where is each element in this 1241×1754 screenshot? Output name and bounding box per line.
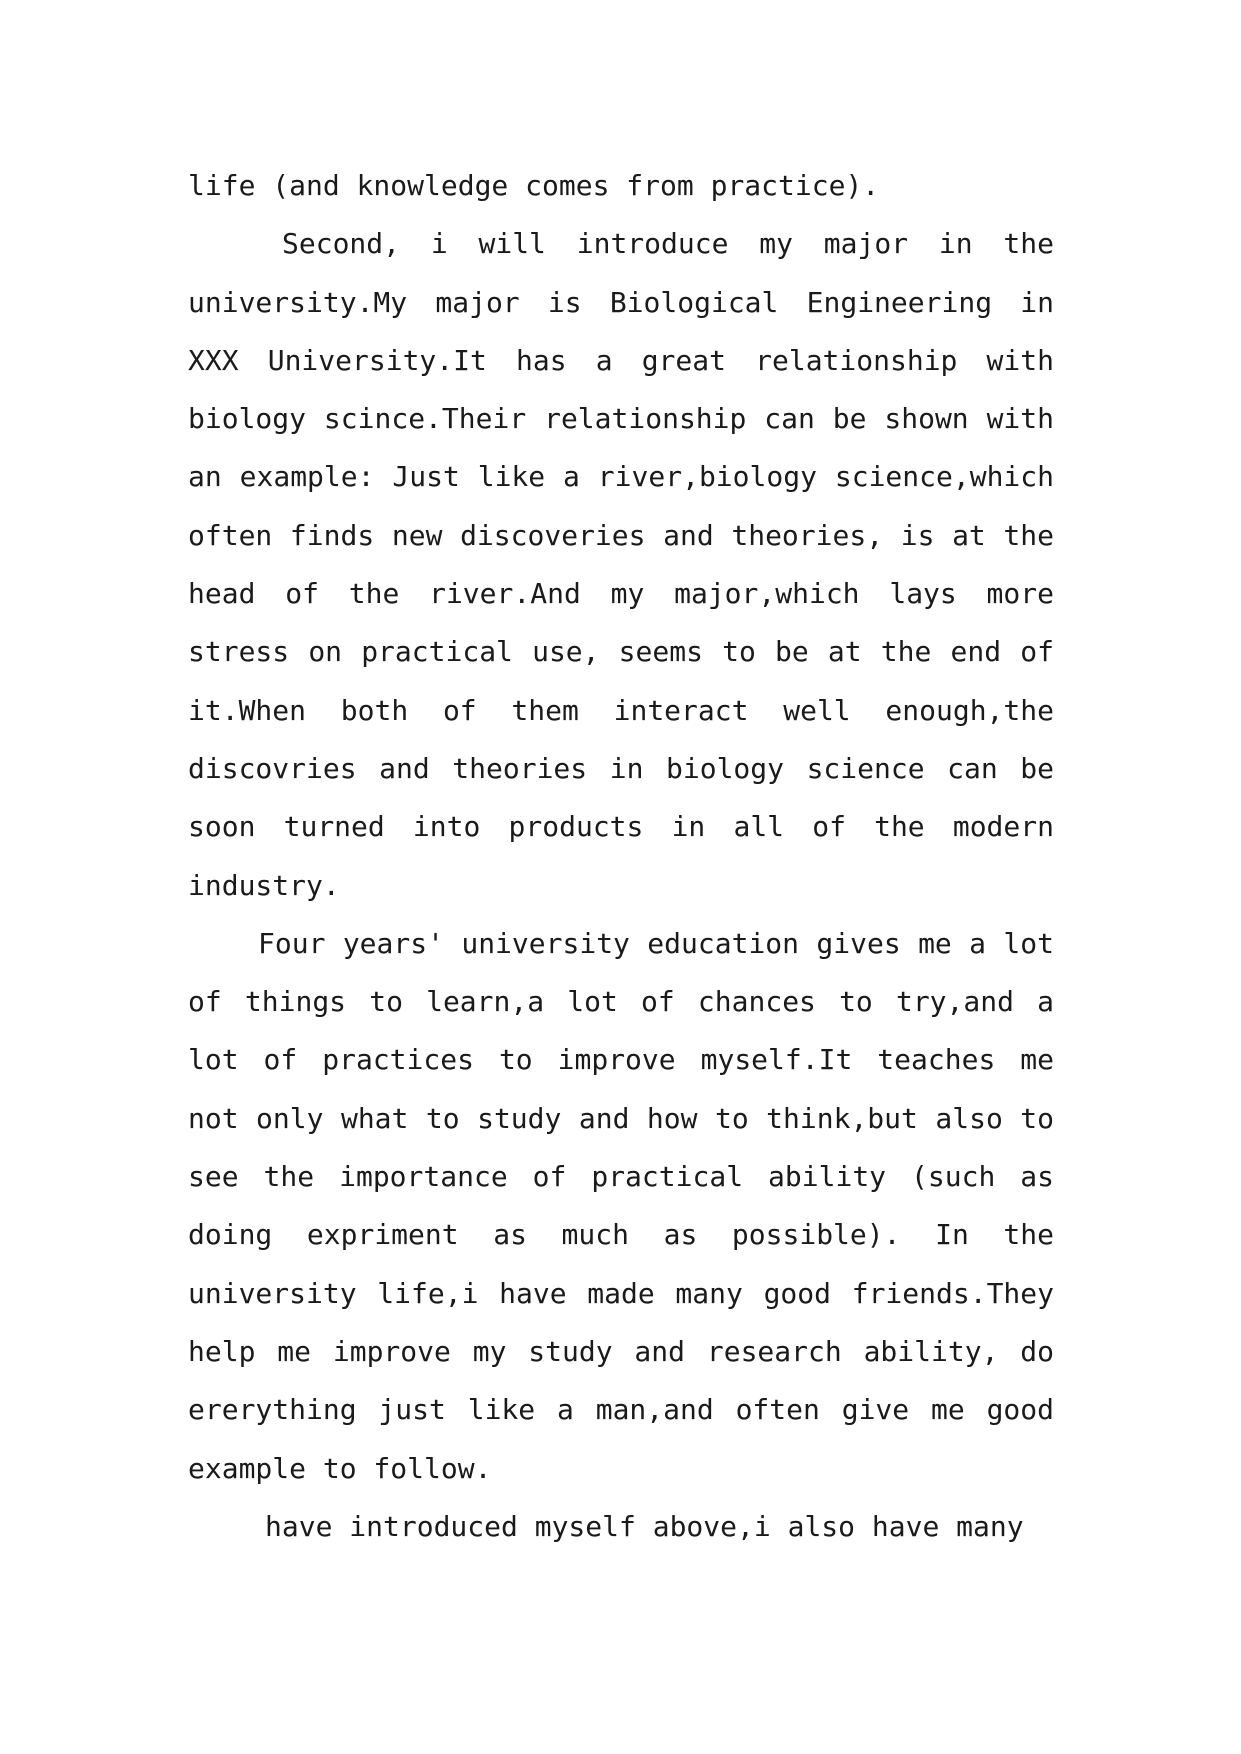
body-text xyxy=(188,157,1054,1556)
paragraph-major: Second, i will introduce my major in the university.My major is Biological Engineering in XXX University.It has a great relationship with biology scince.Their relationship can be shown with an example: Just like a river,biology science,which often finds new discoveries and theories, is at the head of the river.And my major,which lays more stress on practical use, seems to be at the end of it.When both of them interact well enough,the discovries and theories in biology science can be soon turned into products in all of the modern industry. xyxy=(188,227,1054,902)
paragraph-continuation: life (and knowledge comes from practice). xyxy=(188,169,880,202)
paragraph-introduction-end: have introduced myself above,i also have many xyxy=(265,1509,1024,1543)
paragraph-university-education: Four years' university education gives me a lot of things to learn,a lot of chances to try,and a lot of practices to improve myself.It teaches me not only what to study and how to think,but also to see the importance of practical ability (such as doing expriment as much as possible). In the university life,i have made many good friends.They help me improve my study and research ability, do ererything just like a man,and often give me good example to follow. xyxy=(188,926,1054,1485)
